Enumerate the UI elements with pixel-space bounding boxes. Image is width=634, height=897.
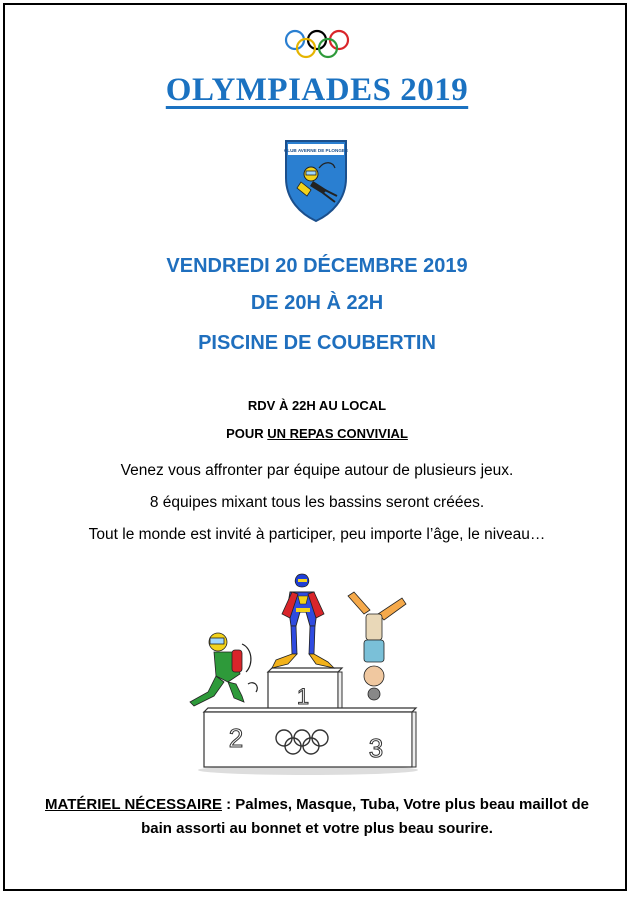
- winner-diver-figure: [272, 574, 334, 668]
- rdv-line: RDV À 22H AU LOCAL: [247, 398, 387, 413]
- olympic-rings-icon: [283, 29, 351, 59]
- material-text: : Palmes, Masque, Tuba, Votre plus beau maillot de bain assorti au bonnet et votre plus beau sourire.: [141, 796, 589, 837]
- event-time: DE 20H À 22H: [250, 292, 384, 314]
- podium-number-3: 3: [368, 733, 384, 763]
- paragraph-2: 8 équipes mixant tous les bassins seront créées.: [149, 494, 485, 511]
- meal-line: [0, 426, 634, 441]
- third-place-diver-figure: [348, 592, 406, 700]
- club-shield-logo: [283, 138, 349, 224]
- svg-text:CLUB AVERNE DE PLONGEE: CLUB AVERNE DE PLONGEE: [283, 148, 349, 153]
- second-place-diver-figure: [190, 633, 257, 706]
- page-title: OLYMPIADES 2019: [165, 72, 469, 108]
- podium-number-2: 2: [228, 723, 244, 753]
- meal-highlight: UN REPAS CONVIVIAL: [267, 426, 408, 441]
- material-label: MATÉRIEL NÉCESSAIRE: [45, 796, 222, 813]
- event-place: PISCINE DE COUBERTIN: [198, 332, 436, 354]
- material-list: [40, 793, 594, 841]
- paragraph-1: Venez vous affronter par équipe autour de plusieurs jeux.: [120, 462, 514, 479]
- event-date: VENDREDI 20 DÉCEMBRE 2019: [166, 255, 468, 277]
- podium-number-1: 1: [296, 684, 310, 709]
- paragraph-3: Tout le monde est invité à participer, peu importe l’âge, le niveau…: [88, 526, 546, 543]
- podium-illustration: [188, 564, 428, 779]
- meal-prefix: POUR: [226, 426, 268, 441]
